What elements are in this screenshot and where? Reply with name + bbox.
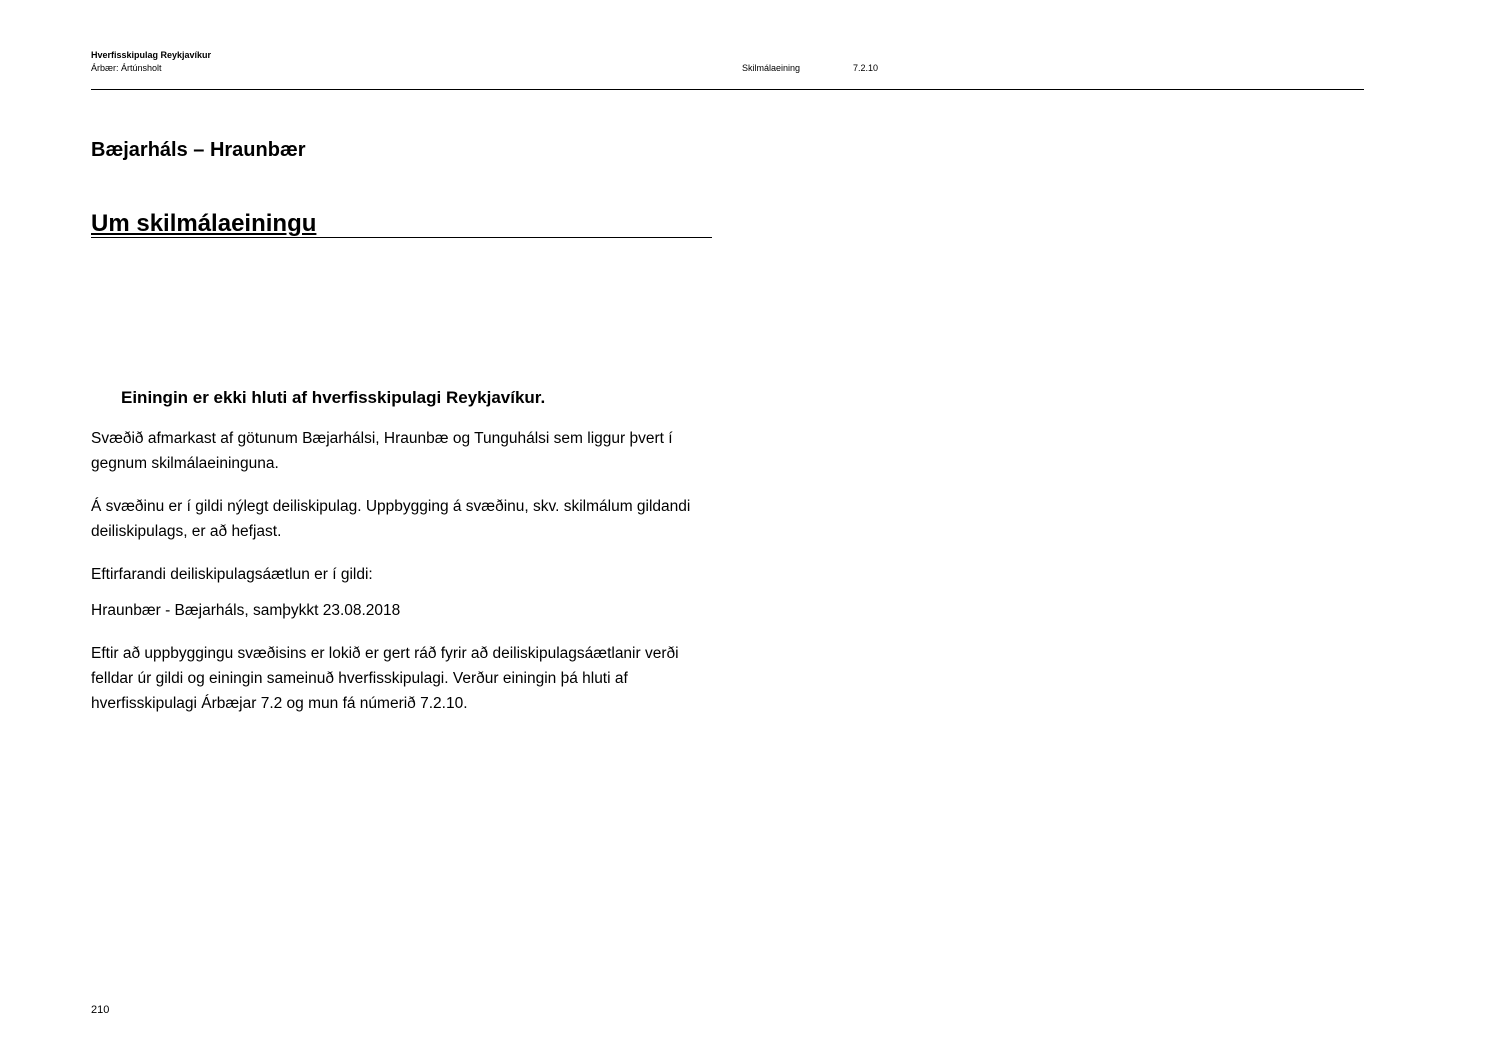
paragraph-plan-intro: Eftirfarandi deiliskipulagsáætlun er í gildi:	[91, 566, 373, 583]
paragraph-plan-item: Hraunbær - Bæjarháls, samþykkt 23.08.2018	[91, 602, 401, 619]
section-heading-container	[91, 210, 712, 238]
page-number: 210	[91, 1004, 110, 1016]
header-subtitle: Árbær: Ártúnsholt	[91, 63, 162, 73]
lead-statement: Einingin er ekki hluti af hverfisskipulagi Reykjavíkur.	[121, 388, 546, 407]
paragraph-boundaries: Svæðið afmarkast af götunum Bæjarhálsi, Hraunbæ og Tunguhálsi sem liggur þvert í gegnum skilmálaeininguna.	[91, 430, 673, 472]
header-section-label: Skilmálaeining	[742, 63, 801, 73]
paragraph-detail-plan: Á svæðinu er í gildi nýlegt deiliskipulag. Uppbygging á svæðinu, skv. skilmálum gildandi deiliskipulags, er að hefjast.	[91, 498, 691, 540]
section-heading: Um skilmálaeiningu	[91, 210, 317, 237]
header-divider	[91, 89, 1364, 90]
header-title: Hverfisskipulag Reykjavíkur	[91, 50, 212, 60]
header-section-number: 7.2.10	[853, 63, 879, 73]
paragraph-future: Eftir að uppbyggingu svæðisins er lokið er gert ráð fyrir að deiliskipulagsáætlanir verði felldar úr gildi og einingin sameinuð hverfisskipulagi. Verður einingin þá hluti af hverfisskipulagi Árbæjar 7.2 og mun fá númerið 7.2.10.	[91, 645, 679, 712]
area-name: Bæjarháls – Hraunbær	[91, 139, 306, 161]
